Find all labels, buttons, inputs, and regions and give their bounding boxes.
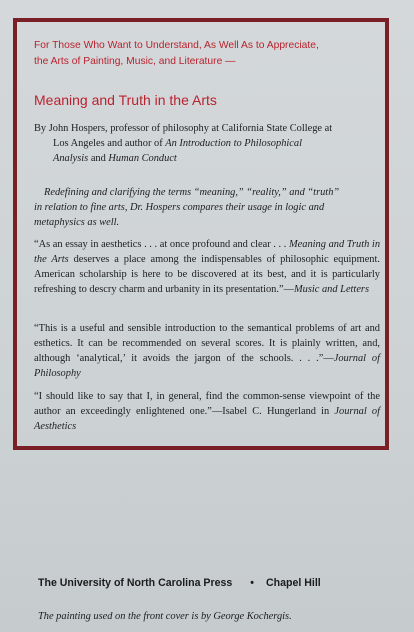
book-title-1-part-2: Analysis [53, 153, 89, 164]
quote-2-text: “This is a useful and sensible introduction to the semantical problems of art and esthetics. It can be recommended on several scores. It is plainly written, and, although ‘analytical,’ it avoids the jargon of the schools. . . .”— [34, 323, 380, 364]
author-text: Los Angeles and author of [53, 138, 166, 149]
bullet-separator: • [250, 577, 254, 589]
description-line-1: Redefining and clarifying the terms “meaning,” “reality,” and “truth” [44, 187, 340, 198]
quote-1-source: Music and Letters [293, 284, 370, 295]
quote-1-book-title-a: Meaning [288, 239, 326, 250]
review-quote-1 [34, 237, 380, 297]
quote-1-text-b: deserves a place among the indispensables of philosophic equipment. American scholarship is here to be discovered at its best, and it is particularly refreshing to descry charm and urbanity in its presentation.”— [34, 254, 380, 295]
book-description [34, 185, 380, 230]
quote-1-text-a: “As an essay in aesthetics . . . at once profound and clear . . . [34, 239, 289, 250]
description-line-3: metaphysics as well. [34, 217, 120, 228]
tagline-line-2: the Arts of Painting, Music, and Literature — [34, 56, 236, 67]
quote-1-book-title-b: and Truth in the Arts [34, 239, 381, 265]
author-line-3 [34, 151, 374, 166]
author-line-2 [34, 136, 374, 151]
author-conjunction: and [88, 153, 109, 164]
cover-tagline [34, 38, 384, 70]
book-title: Meaning and Truth in the Arts [34, 92, 217, 108]
review-quote-3 [34, 389, 380, 434]
publisher-city: Chapel Hill [266, 577, 321, 589]
publisher-line [38, 577, 378, 589]
quote-3-text: “I should like to say that I, in general, find the common-sense viewpoint of the author an exceedingly enlightened one.”—Isabel C. Hungerland in [34, 391, 380, 417]
publisher-name: The University of North Carolina Press [38, 577, 233, 589]
tagline-line-1: For Those Who Want to Understand, As Well As to Appreciate, [34, 40, 319, 51]
cover-border-frame [13, 18, 389, 450]
cover-art-credit: The painting used on the front cover is by George Kochergis. [38, 611, 292, 622]
book-title-2: Human Conduct [108, 153, 177, 164]
quote-2-source: Journal of Philosophy [34, 353, 380, 379]
quote-3-source: Journal of Aesthetics [34, 406, 380, 432]
author-line-1: By John Hospers, professor of philosophy at California State College at [34, 123, 333, 134]
author-bio [34, 121, 374, 166]
review-quote-2 [34, 321, 380, 381]
description-line-2: in relation to fine arts, Dr. Hospers compares their usage in logic and [34, 202, 325, 213]
book-title-1-part-1: An Introduction to Philosophical [165, 138, 302, 149]
